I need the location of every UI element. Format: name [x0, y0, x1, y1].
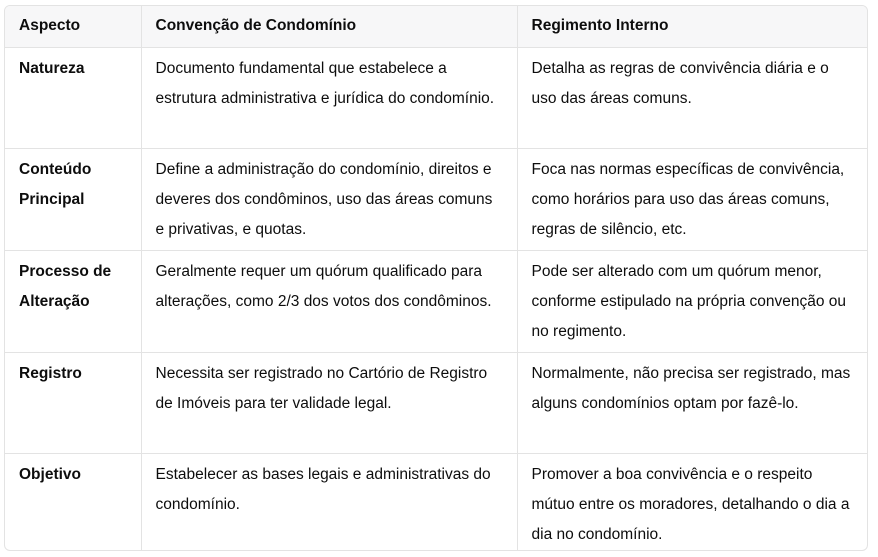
cell-aspect: Conteúdo Principal [5, 148, 141, 250]
header-regimento: Regimento Interno [517, 6, 867, 47]
cell-regimento: Promover a boa convivência e o respeito mútuo entre os moradores, detalhando o dia a dia no condomínio. [531, 465, 850, 543]
table-row [5, 47, 867, 148]
comparison-table-container [4, 5, 868, 551]
cell-aspect: Processo de Alteração [5, 250, 141, 352]
cell-convencao: Geralmente requer um quórum qualificado para alterações, como 2/3 dos votos dos condôminos. [141, 250, 517, 352]
cell-aspect: Objetivo [5, 453, 141, 551]
cell-convencao: Define a administração do condomínio, direitos e deveres dos condôminos, uso das áreas comuns e privativas, e quotas. [141, 148, 517, 250]
header-convencao: Convenção de Condomínio [141, 6, 517, 47]
table-header-row [5, 6, 867, 47]
cell-regimento: Normalmente, não precisa ser registrado, mas alguns condomínios optam por fazê-lo. [517, 352, 867, 453]
table-row [5, 453, 867, 551]
table-header [5, 6, 867, 47]
table-body [5, 47, 867, 551]
cell-regimento: Detalha as regras de convivência diária e o uso das áreas comuns. [517, 47, 867, 148]
cell-aspect: Registro [5, 352, 141, 453]
table-row [5, 250, 867, 352]
table-row [5, 352, 867, 453]
cell-regimento: Foca nas normas específicas de convivência, como horários para uso das áreas comuns, regras de silêncio, etc. [517, 148, 867, 250]
comparison-table [5, 6, 867, 551]
cell-convencao: Documento fundamental que estabelece a estrutura administrativa e jurídica do condomínio. [141, 47, 517, 148]
cell-convencao: Necessita ser registrado no Cartório de Registro de Imóveis para ter validade legal. [141, 352, 517, 453]
table-row [5, 148, 867, 250]
cell-regimento: Pode ser alterado com um quórum menor, conforme estipulado na própria convenção ou no regimento. [517, 250, 867, 352]
cell-convencao: Estabelecer as bases legais e administrativas do condomínio. [141, 453, 517, 551]
cell-aspect: Natureza [5, 47, 141, 148]
header-aspecto: Aspecto [5, 6, 141, 47]
